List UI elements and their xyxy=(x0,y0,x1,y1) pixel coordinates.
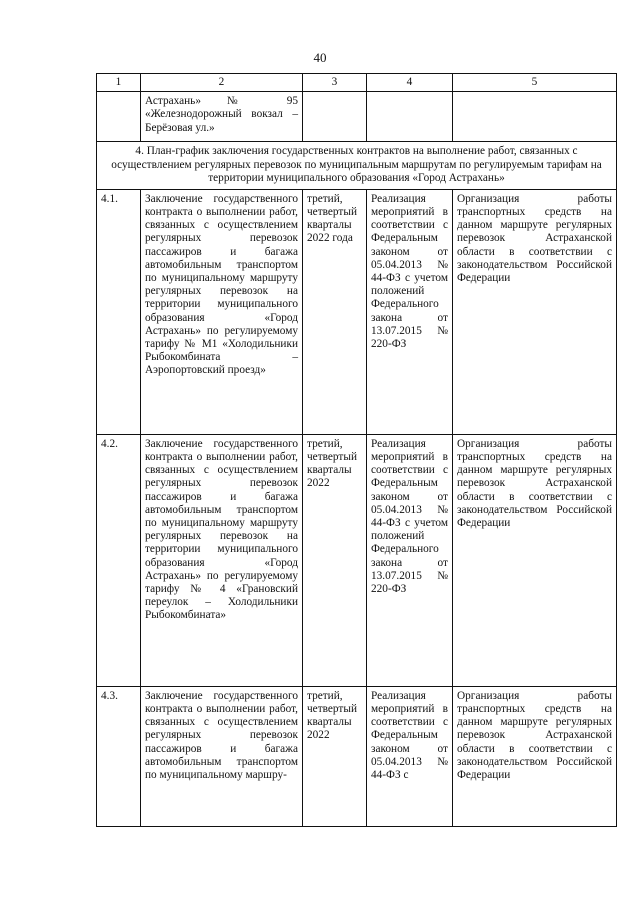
description-cell: Заключение государственного контракта о выполнении работ, связанных с осуществлением регулярных перевозок пассажиров и багажа автомобильным транспортом по муниципальному маршруту регулярных перевозок на территории муниципального образования «Город Астрахань» по регулируемому тарифу № М1 «Холодильники Рыбокомбината – Аэропортовский проезд» xyxy=(141,189,303,434)
description-cell: Заключение государственного контракта о выполнении работ, связанных с осуществлением регулярных перевозок пассажиров и багажа автомобильным транспортом по муниципальному маршру- xyxy=(141,686,303,826)
header-cell: 2 xyxy=(141,74,303,92)
period-cell xyxy=(303,92,367,142)
basis-cell: Реализация мероприятий в соответствии с Федеральным законом от 05.04.2013 № 44-ФЗ с учетом положений Федерального закона от 13.07.2015 № 220-ФЗ xyxy=(367,189,453,434)
table-row xyxy=(97,686,617,826)
section-row xyxy=(97,142,617,190)
row-number-cell: 4.2. xyxy=(97,434,141,686)
period-cell: третий, четвертый кварталы 2022 xyxy=(303,686,367,826)
header-cell: 1 xyxy=(97,74,141,92)
table-row xyxy=(97,92,617,142)
result-cell: Организация работы транспортных средств на данном маршруте регулярных перевозок Астраханской области в соответствии с законодательством Российской Федерации xyxy=(453,686,617,826)
period-cell: третий, четвертый кварталы 2022 года xyxy=(303,189,367,434)
period-cell: третий, четвертый кварталы 2022 xyxy=(303,434,367,686)
header-cell: 5 xyxy=(453,74,617,92)
result-cell xyxy=(453,92,617,142)
row-number-cell: 4.1. xyxy=(97,189,141,434)
description-cell: Астрахань» № 95 «Железнодорожный вокзал – Берёзовая ул.» xyxy=(141,92,303,142)
basis-cell: Реализация мероприятий в соответствии с Федеральным законом от 05.04.2013 № 44-ФЗ с учетом положений Федерального закона от 13.07.2015 № 220-ФЗ xyxy=(367,434,453,686)
basis-cell xyxy=(367,92,453,142)
section-title: 4. План-график заключения государственных контрактов на выполнение работ, связанных с осуществлением регулярных перевозок по муниципальным маршрутам по регулируемым тарифам на территории муниципального образования «Город Астрахань» xyxy=(97,142,617,190)
table-row xyxy=(97,189,617,434)
row-number-cell: 4.3. xyxy=(97,686,141,826)
result-cell: Организация работы транспортных средств на данном маршруте регулярных перевозок Астраханской области в соответствии с законодательством Российской Федерации xyxy=(453,189,617,434)
table-header-row xyxy=(97,74,617,92)
description-cell: Заключение государственного контракта о выполнении работ, связанных с осуществлением регулярных перевозок пассажиров и багажа автомобильным транспортом по муниципальному маршруту регулярных перевозок на территории муниципального образования «Город Астрахань» по регулируемому тарифу № 4 «Грановский переулок – Холодильники Рыбокомбината» xyxy=(141,434,303,686)
row-number-cell xyxy=(97,92,141,142)
page-number: 40 xyxy=(313,50,327,65)
header-cell: 4 xyxy=(367,74,453,92)
schedule-table xyxy=(96,73,617,827)
table-row xyxy=(97,434,617,686)
result-cell: Организация работы транспортных средств на данном маршруте регулярных перевозок Астраханской области в соответствии с законодательством Российской Федерации xyxy=(453,434,617,686)
basis-cell: Реализация мероприятий в соответствии с Федеральным законом от 05.04.2013 № 44-ФЗ с xyxy=(367,686,453,826)
header-cell: 3 xyxy=(303,74,367,92)
